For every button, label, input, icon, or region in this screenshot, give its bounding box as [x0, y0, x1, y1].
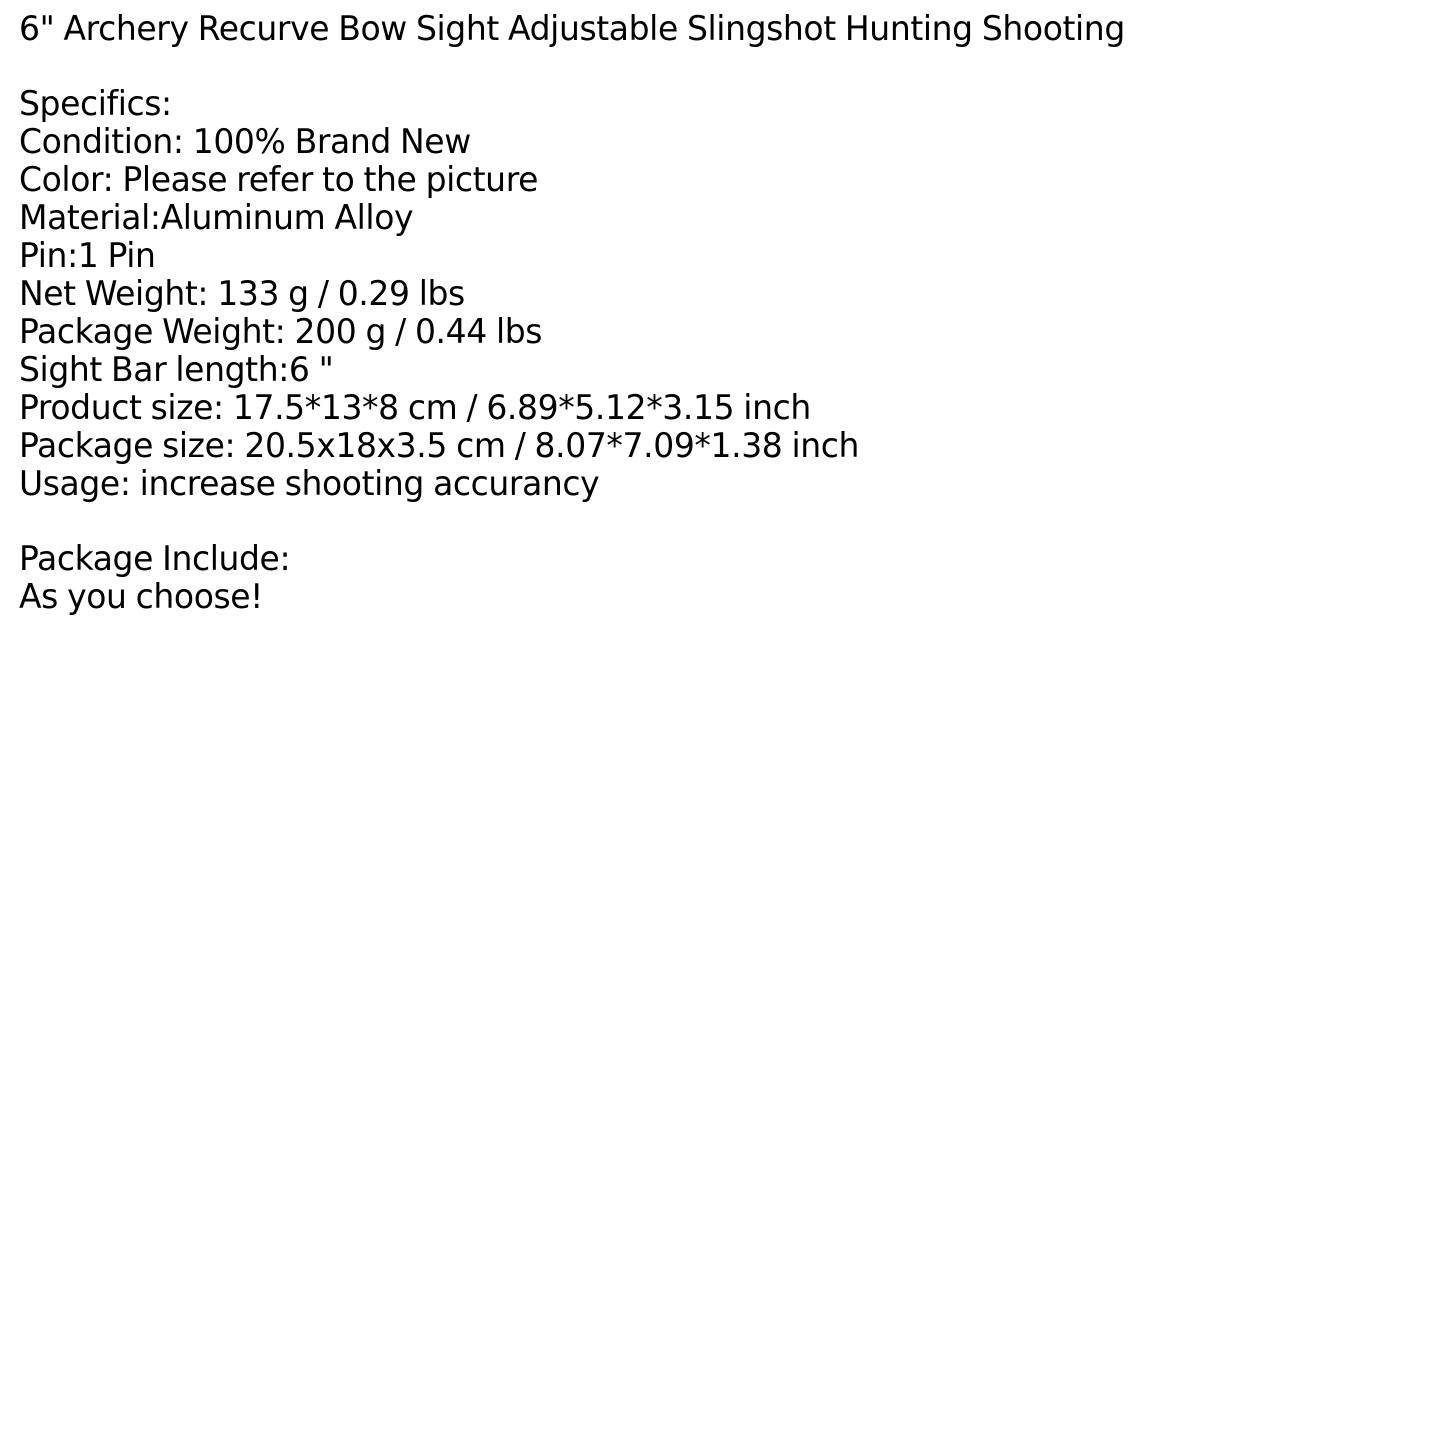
package-heading: Package Include: — [19, 539, 291, 579]
package-contents: As you choose! — [19, 577, 264, 617]
specifics-heading: Specifics: — [19, 84, 172, 124]
product-description — [19, 10, 1377, 616]
product-title: 6" Archery Recurve Bow Sight Adjustable Slingshot Hunting Shooting — [19, 9, 1125, 49]
spec-condition: Condition: 100% Brand New — [19, 122, 471, 162]
spec-net-weight: Net Weight: 133 g / 0.29 lbs — [19, 274, 465, 314]
spec-material: Material:Aluminum Alloy — [19, 198, 414, 238]
spec-package-size: Package size: 20.5x18x3.5 cm / 8.07*7.09*1.38 inch — [19, 426, 860, 466]
spacer — [19, 503, 1377, 540]
spec-package-weight: Package Weight: 200 g / 0.44 lbs — [19, 312, 543, 352]
specifics-list — [19, 123, 1377, 503]
spec-sight-bar-length: Sight Bar length:6 " — [19, 350, 334, 390]
spec-pin: Pin:1 Pin — [19, 236, 156, 276]
spacer — [19, 48, 1377, 85]
spec-usage: Usage: increase shooting accurancy — [19, 464, 600, 504]
spec-color: Color: Please refer to the picture — [19, 160, 539, 200]
spec-product-size: Product size: 17.5*13*8 cm / 6.89*5.12*3.15 inch — [19, 388, 811, 428]
